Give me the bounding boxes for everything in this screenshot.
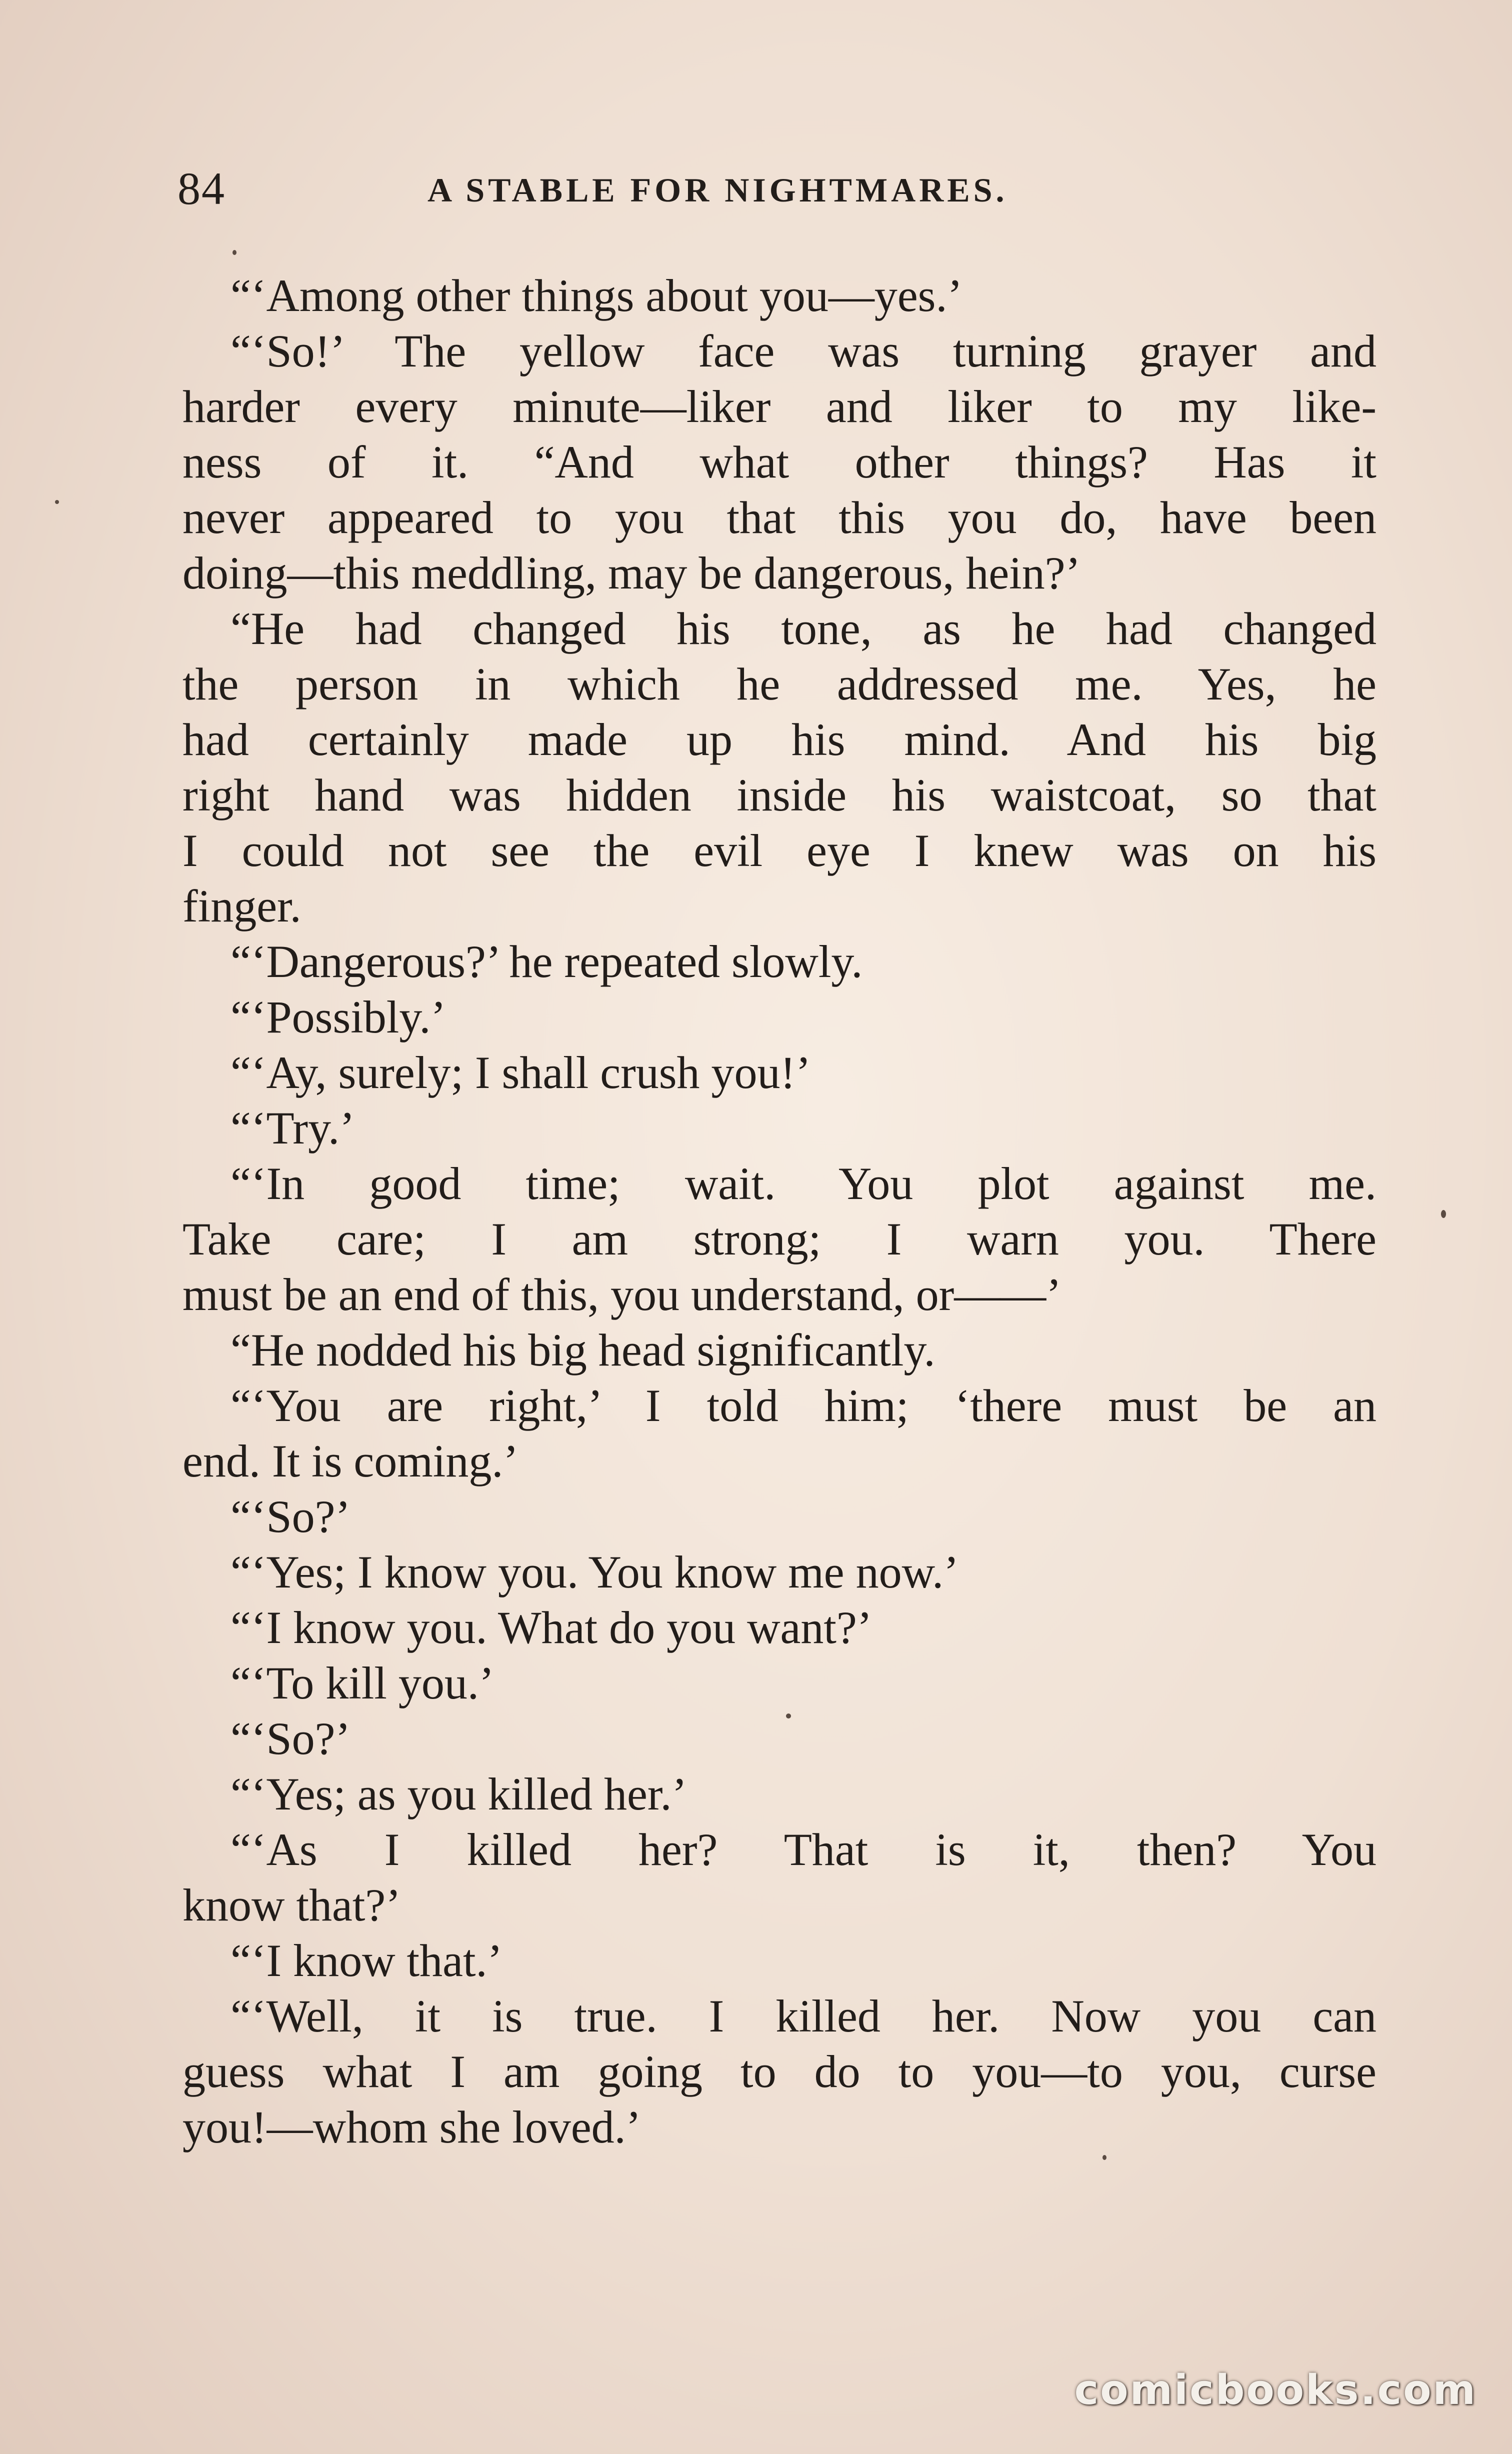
text-line: “He nodded his big head significantly.: [230, 1324, 936, 1376]
text-line: Take care; I am strong; I warn you. There: [182, 1214, 1376, 1264]
text-line: “‘In good time; wait. You plot against me.: [230, 1158, 1376, 1209]
text-line: finger.: [182, 880, 302, 932]
paper-speck: [55, 500, 59, 504]
text-line: the person in which he addressed me. Yes, he: [182, 658, 1376, 710]
paper-speck: [1441, 1210, 1446, 1218]
text-line: “‘So?’: [230, 1713, 351, 1764]
watermark-logo: comicbooks.com: [1074, 2366, 1477, 2414]
text-line: “‘I know you. What do you want?’: [230, 1602, 872, 1653]
text-line: guess what I am going to do to you—to you, curse: [182, 2046, 1376, 2097]
body-text: [182, 268, 1376, 2155]
text-line: “‘So!’ The yellow face was turning grayer and: [230, 326, 1376, 376]
paper-speck: [786, 1714, 791, 1718]
paper-speck: [232, 250, 236, 255]
text-line: “‘To kill you.’: [230, 1658, 494, 1708]
text-line: right hand was hidden inside his waistcoat, so that: [182, 770, 1376, 820]
text-line: “‘You are right,’ I told him; ‘there must be an: [230, 1380, 1376, 1431]
text-line: must be an end of this, you understand, or——’: [182, 1269, 1062, 1320]
text-line: “‘Dangerous?’ he repeated slowly.: [230, 936, 863, 987]
text-line: end. It is coming.’: [182, 1436, 518, 1486]
text-line: “‘Yes; as you killed her.’: [230, 1768, 688, 1820]
text-line: “‘So?’: [230, 1491, 351, 1542]
text-line: “He had changed his tone, as he had changed: [230, 603, 1376, 654]
page-header: [178, 161, 1378, 216]
text-line: “‘Try.’: [230, 1102, 355, 1154]
text-line: “‘Well, it is true. I killed her. Now you can: [230, 1990, 1376, 2042]
text-line: never appeared to you that this you do, have been: [182, 492, 1376, 543]
page-number: 84: [178, 163, 226, 214]
text-line: “‘Among other things about you—yes.’: [230, 270, 963, 321]
text-line: “‘Yes; I know you. You know me now.’: [230, 1546, 959, 1598]
text-line: “‘Possibly.’: [230, 992, 446, 1042]
paper-speck: [1102, 2155, 1106, 2160]
text-line: ness of it. “And what other things? Has it: [182, 436, 1376, 488]
text-line: you!—whom she loved.’: [182, 2102, 642, 2152]
text-line: harder every minute—liker and liker to my like-: [182, 381, 1376, 432]
text-line: “‘Ay, surely; I shall crush you!’: [230, 1047, 811, 1098]
running-title: A STABLE FOR NIGHTMARES.: [428, 171, 1008, 209]
text-line: doing—this meddling, may be dangerous, hein?’: [182, 548, 1081, 598]
text-line: know that?’: [182, 1880, 401, 1930]
text-line: had certainly made up his mind. And his big: [182, 714, 1376, 765]
text-line: “‘I know that.’: [230, 1935, 503, 1986]
text-line: I could not see the evil eye I knew was on his: [182, 825, 1376, 876]
text-line: “‘As I killed her? That is it, then? You: [230, 1824, 1376, 1875]
